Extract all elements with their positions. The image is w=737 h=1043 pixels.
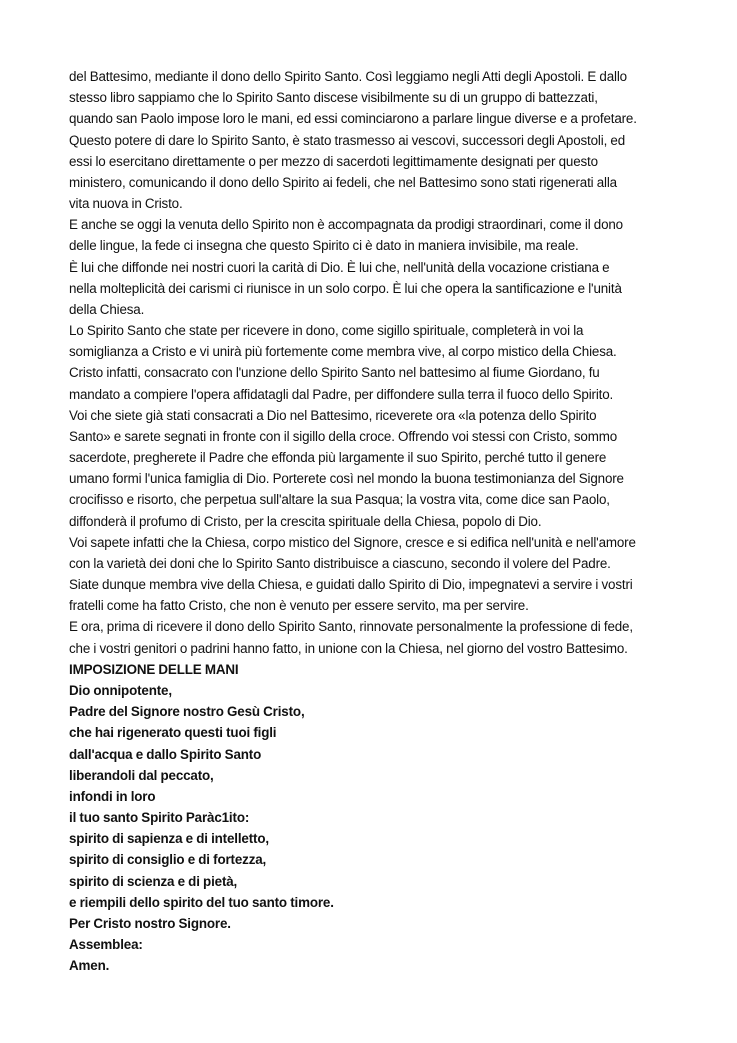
body-line: Siate dunque membra vive della Chiesa, e guidati dallo Spirito di Dio, impegnatevi a servire i vostri — [69, 577, 633, 593]
prayer-line: Dio onnipotente, — [69, 682, 172, 698]
body-line: E ora, prima di ricevere il dono dello Spirito Santo, rinnovate personalmente la professione di fede, — [69, 619, 633, 635]
body-line: crocifisso e risorto, che perpetua sull'altare la sua Pasqua; la vostra vita, come dice san Paolo, — [69, 492, 610, 508]
prayer-line: Padre del Signore nostro Gesù Cristo, — [69, 704, 305, 720]
prayer-line: liberandoli dal peccato, — [69, 767, 214, 783]
prayer-text — [69, 680, 709, 934]
body-line: umano formi l'unica famiglia di Dio. Porterete così nel mondo la buona testimonianza del Signore — [69, 471, 624, 487]
body-line: mandato a compiere l'opera affidatagli dal Padre, per diffondere sulla terra il fuoco dello Spirito. — [69, 386, 614, 402]
body-line: sacerdote, pregherete il Padre che effonda più largamente il suo Spirito, perché tutto il genere — [69, 450, 607, 466]
body-line: Santo» e sarete segnati in fronte con il sigillo della croce. Offrendo voi stessi con Cristo, sommo — [69, 428, 617, 444]
body-line: somiglianza a Cristo e vi unirà più fortemente come membra vive, al corpo mistico della Chiesa. — [69, 344, 617, 360]
body-line: con la varietà dei doni che lo Spirito Santo distribuisce a ciascuno, secondo il volere del Padre. — [69, 555, 611, 571]
body-line: quando san Paolo impose loro le mani, ed essi cominciarono a parlare lingue diverse e a profetare. — [69, 111, 637, 127]
section-heading: IMPOSIZIONE DELLE MANI — [69, 661, 239, 677]
prayer-line: infondi in loro — [69, 788, 156, 804]
prayer-line: spirito di sapienza e di intelletto, — [69, 831, 269, 847]
body-line: Lo Spirito Santo che state per ricevere in dono, come sigillo spirituale, completerà in voi la — [69, 323, 584, 339]
body-text — [69, 66, 709, 659]
body-line: del Battesimo, mediante il dono dello Spirito Santo. Così leggiamo negli Atti degli Apostoli. E dallo — [69, 69, 627, 84]
body-line: E anche se oggi la venuta dello Spirito non è accompagnata da prodigi straordinari, come il dono — [69, 217, 623, 233]
prayer-line: spirito di scienza e di pietà, — [69, 873, 238, 889]
body-line: che i vostri genitori o padrini hanno fatto, in unione con la Chiesa, nel giorno del vostro Battesimo. — [69, 640, 628, 656]
body-line: vita nuova in Cristo. — [69, 196, 183, 212]
body-line: Voi sapete infatti che la Chiesa, corpo mistico del Signore, cresce e si edifica nell'unità e nell'amore — [69, 534, 636, 550]
body-line: diffonderà il profumo di Cristo, per la crescita spirituale della Chiesa, popolo di Dio. — [69, 513, 542, 529]
body-line: della Chiesa. — [69, 301, 145, 317]
response-label: Assemblea: — [69, 937, 143, 953]
body-line: È lui che diffonde nei nostri cuori la carità di Dio. È lui che, nell'unità della vocazione cristiana e — [69, 259, 610, 275]
response-text: Amen. — [69, 958, 110, 974]
body-line: Cristo infatti, consacrato con l'unzione dello Spirito Santo nel battesimo al fiume Giordano, fu — [69, 365, 600, 381]
prayer-line: dall'acqua e dallo Spirito Santo — [69, 746, 262, 762]
prayer-line: e riempili dello spirito del tuo santo timore. — [69, 894, 334, 910]
body-line: nella molteplicità dei carismi ci riunisce in un solo corpo. È lui che opera la santificazione e l'unità — [69, 280, 622, 296]
body-line: delle lingue, la fede ci insegna che questo Spirito ci è dato in maniera invisibile, ma reale. — [69, 238, 579, 254]
body-line: ministero, comunicando il dono dello Spirito ai fedeli, che nel Battesimo sono stati rigenerati alla — [69, 174, 617, 190]
body-line: Voi che siete già stati consacrati a Dio nel Battesimo, riceverete ora «la potenza dello Spirito — [69, 407, 597, 423]
body-line: fratelli come ha fatto Cristo, che non è venuto per essere servito, ma per servire. — [69, 598, 529, 614]
prayer-line: Per Cristo nostro Signore. — [69, 915, 231, 931]
body-line: essi lo esercitano direttamente o per mezzo di sacerdoti legittimamente designati per questo — [69, 153, 598, 169]
document-page — [69, 66, 709, 976]
prayer-line: che hai rigenerato questi tuoi figli — [69, 725, 277, 741]
prayer-line: spirito di consiglio e di fortezza, — [69, 852, 267, 868]
body-line: Questo potere di dare lo Spirito Santo, è stato trasmesso ai vescovi, successori degli Apostoli, ed — [69, 132, 626, 148]
prayer-line: il tuo santo Spirito Paràc1ito: — [69, 810, 250, 826]
body-line: stesso libro sappiamo che lo Spirito Santo discese visibilmente su di un gruppo di battezzati, — [69, 90, 598, 106]
